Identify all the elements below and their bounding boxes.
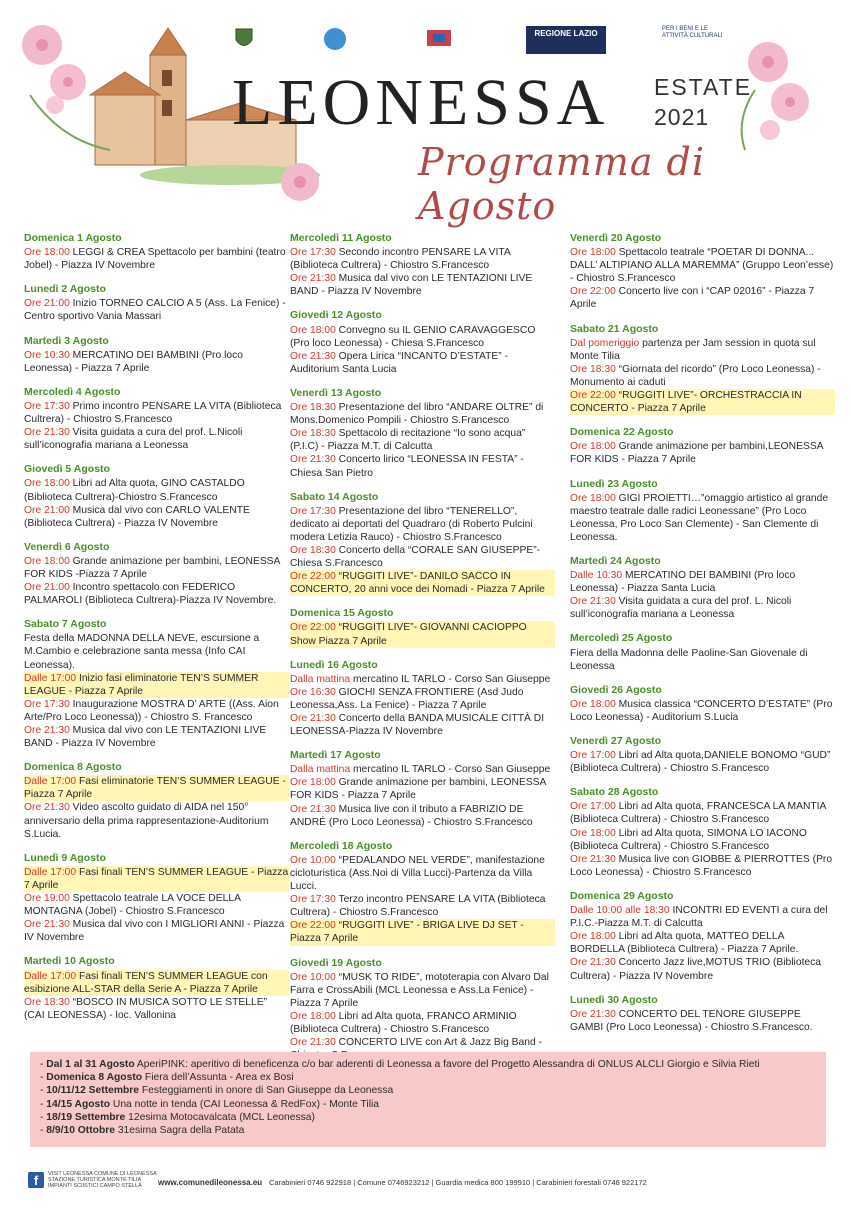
day-block [570,786,835,879]
event-item [570,363,835,389]
event-item [24,581,289,607]
event-item [24,801,289,840]
event-description: Visita guidata a cura del prof. L.Nicoli sull’iconografia mariana a Leonessa [24,427,243,452]
day-title: Mercoledì 4 Agosto [24,385,121,398]
day-block [290,491,555,597]
event-time: Dal pomeriggio [570,337,640,349]
flower-left-2 [50,64,86,100]
event-item [24,775,289,801]
event-description: Presentazione del libro “ANDARE OLTRE” di Mons.Domenico Pompili - Chiostro S.Francesco [290,402,544,427]
event-item [290,246,555,272]
extra-events-box [30,1052,826,1147]
event-description: Grande animazione per bambini,LEONESSA FOR KIDS - Piazza 7 Aprile [570,441,823,466]
event-description: Libri ad Alta quota,DANIELE BONOMO “GUD” (Biblioteca Cultrera) - Chiostro S.Francesco [570,750,831,775]
day-block [570,555,835,621]
event-time: Ore 21:30 [570,1008,616,1020]
day-block [290,232,555,298]
event-description: Musica live con GIOBBE & PIERROTTES (Pro Loco Leonessa) - Chiostro S.Francesco [570,853,833,878]
extra-event-description: 31esima Sagra della Patata [114,1125,245,1137]
event-description: Libri ad Alta quota, FRANCO ARMINIO (Biblioteca Cultrera) - Chiostro S.Francesco [290,1010,517,1035]
mibac-logo [662,26,732,52]
event-time: Ore 17:30 [24,698,70,710]
event-description: Libri ad Alta quota, MATTEO DELLA BORDELLA (Biblioteca Cultrera) - Piazza 7 Aprile. [570,931,799,956]
event-item [570,956,835,982]
event-time: Ore 17:00 [570,801,616,813]
year-label: 2021 [654,104,710,130]
event-time: Ore 18:30 [570,363,616,375]
event-time: Ore 19:00 [24,893,70,905]
extra-event-item [46,1098,826,1111]
day-title: Martedì 17 Agosto [290,749,381,762]
event-time: Ore 17:30 [290,505,336,517]
footer-website-link[interactable]: www.comunedileonessa.eu [158,1178,263,1187]
day-title: Venerdì 27 Agosto [570,735,662,747]
event-description: Fasi eliminatorie TEN’S SUMMER LEAGUE - Piazza 7 Aprile [24,776,286,801]
event-description: MERCATINO DEI BAMBINI (Pro loco Leonessa) - Piazza Santa Lucia [570,570,796,595]
schedule-column-2 [290,232,555,1073]
event-item [24,504,289,530]
flower-left-1 [22,25,62,65]
event-time: Ore 18:00 [570,247,616,259]
event-description: Primo incontro PENSARE LA VITA (Biblioteca Cultrera) - Chiostro S.Francesco [24,400,282,426]
day-title: Domenica 1 Agosto [24,232,122,244]
day-title: Mercoledì 11 Agosto [290,232,392,244]
event-item [570,827,835,853]
footer-contacts: Carabinieri 0746 922918 | Comune 0746923212 | Guardia medica 800 199910 | Carabinieri forestali 0746 922172 [269,1178,647,1187]
day-block [290,309,555,375]
event-description: “RUGGITI LIVE”- ORCHESTRACCIA IN CONCERTO - Piazza 7 Aprile [570,390,802,415]
extra-event-date: 14/15 Agosto [46,1098,111,1110]
event-time: Ore 18:00 [570,441,616,453]
event-description: Opera Lirica “INCANTO D’ESTATE” - Auditorium Santa Lucia [290,350,509,375]
event-time: Ore 17:30 [290,247,336,259]
event-description: Inizio fasi eliminatorie TEN’S SUMMER LEAGUE - Piazza 7 Aprile [24,672,259,697]
event-time: Ore 18:00 [24,478,70,490]
event-description: “MUSK TO RIDE”, mototerapia con Alvaro Dal Farra e CrossAbili (MCL Leonessa e Ass.La Fenice) - Piazza 7 Aprile [290,971,549,1009]
event-item [570,647,835,673]
day-block [290,659,555,739]
event-item [290,919,555,945]
event-item [24,724,289,750]
event-description: CONCERTO DEL TENORE GIUSEPPE GAMBI (Pro Loco Leonessa) - Chiostro S.Francesco. [570,1008,813,1033]
event-time: Ore 18:00 [24,555,70,567]
comune-crest-icon [232,26,256,52]
event-item [290,544,555,570]
day-title: Sabato 21 Agosto [570,322,659,335]
extra-event-description: AperiPINK: aperitivo di beneficenza c/o bar aderenti di Leonessa a favore del Progetto Alessandra di ONLUS ALCLI Giorgio e Silvia Rieti [134,1059,760,1070]
event-time: Ore 22:00 [570,390,616,402]
day-title: Giovedì 19 Agosto [290,956,382,969]
day-block [24,386,289,452]
event-time: Dalle 17:00 [24,672,77,684]
day-title: Lunedì 30 Agosto [570,993,658,1006]
event-item [24,349,289,375]
flower-center [281,163,319,201]
event-item [570,930,835,956]
day-block [24,618,289,750]
event-description: Spettacolo teatrale “POETAR DI DONNA... DALL’ ALTIPIANO ALLA MAREMMA” (Gruppo Leon’esse) - Chiostro S.Francesco [570,247,834,285]
event-time: Ore 18:00 [570,827,616,839]
day-title: Martedì 3 Agosto [24,334,109,347]
proloco-logo-icon [320,26,350,52]
event-description: GIGI PROIETTI…”omaggio artistico al grande maestro teatrale dalle radici Leonessane” (Pro Loco Leonessa, Pro Loco San Clemente) - San Clemente di Leonessa. [570,492,829,543]
event-description: Fiera della Madonna delle Paoline-San Giovenale di Leonessa [570,647,808,672]
event-item [24,400,289,426]
event-description: MERCATINO DEI BAMBINI (Pro loco Leonessa) - Piazza 7 Aprile [24,349,243,374]
event-time: Ore 21:30 [570,957,616,969]
logo-strip [230,26,730,56]
extra-event-description: 12esima Motocavalcata (MCL Leonessa) [125,1111,315,1123]
day-block [24,955,289,1021]
event-description: Musica classica “CONCERTO D’ESTATE” (Pro Loco Leonessa) - Auditorium S.Lucia [570,698,833,723]
event-time: Dalla mattina [290,764,351,776]
event-description: Incontro spettacolo con FEDERICO PALMAROLI (Biblioteca Cultrera)-Piazza IV Novembre. [24,582,277,607]
day-title: Lunedì 9 Agosto [24,851,106,864]
extra-event-date: Dal 1 al 31 Agosto [46,1059,135,1070]
event-description: Fasi finali TEN’S SUMMER LEAGUE - Piazza 7 Aprile [24,866,289,891]
event-item [570,569,835,595]
footer-small-text: VISIT LEONESSA COMUNE DI LEONESSA STAZIONE TURISTICA MONTE TILIA IMPIANTI SCIISTICI CAMPO STELLA [48,1171,157,1190]
event-description: GIOCHI SENZA FRONTIERE (Asd Judo Leonessa,Ass. La Fenice) - Piazza 7 Aprile [290,686,524,711]
event-description: Concerto della BANDA MUSICALE CITTÀ DI LEONESSA-Piazza IV Novembre [290,713,545,738]
schedule-column-3 [570,232,835,1045]
event-description: “RUGGITI LIVE”- GIOVANNI CACIOPPO Show Piazza 7 Aprile [290,622,527,647]
event-item [290,971,555,1010]
event-item [290,427,555,453]
extra-event-item [46,1071,826,1084]
event-item [24,632,289,671]
event-item [24,698,289,724]
event-time: Ore 18:00 [570,698,616,710]
event-item [24,866,289,892]
event-item [570,904,835,930]
event-item [570,389,835,415]
event-item [570,853,835,879]
extra-event-item [46,1124,826,1137]
event-time: Ore 21:00 [24,582,70,594]
event-description: Visita guidata a cura del prof. L. Nicoli sull’iconografia mariana a Leonessa [570,596,792,621]
extra-event-date: 8/9/10 Ottobre [46,1125,115,1137]
day-title: Sabato 28 Agosto [570,786,659,799]
event-time: Ore 17:30 [290,894,336,906]
event-time: Ore 21:30 [290,1037,336,1049]
event-time: Ore 21:30 [24,802,70,814]
event-description: Secondo incontro PENSARE LA VITA (Biblioteca Cultrera) - Chiostro S.Francesco [290,247,511,272]
event-item [24,426,289,452]
event-description: Grande animazione per bambini, LEONESSA FOR KIDS -Piazza 7 Aprile [24,555,280,580]
event-time: Ore 16:30 [290,686,336,698]
day-title: Domenica 8 Agosto [24,761,122,774]
event-description: Fasi finali TEN’S SUMMER LEAGUE con esibizione ALL-STAR della Serie A - Piazza 7 Aprile [24,970,268,995]
event-item [570,800,835,826]
event-item [24,996,289,1022]
event-time: Ore 21:30 [24,427,70,439]
event-item [24,918,289,944]
event-description: Spettacolo di recitazione “Io sono acqua” (P.I.C) - Piazza M.T. di Calcutta [290,428,526,453]
day-block [290,957,555,1063]
event-item [24,555,289,581]
day-block [24,541,289,607]
event-time: Ore 18:00 [290,777,336,789]
day-block [24,463,289,529]
extra-event-date: 10/11/12 Settembre [46,1085,140,1097]
event-description: Libri ad Alta quota, FRANCESCA LA MANTIA (Biblioteca Cultrera) - Chiostro S.Francesco [570,801,826,826]
day-block [290,749,555,829]
event-description: “RUGGITI LIVE” - BRIGA LIVE DJ SET - Piazza 7 Aprile [290,920,524,945]
event-time: Ore 21:30 [290,454,336,466]
event-item [290,350,555,376]
event-time: Ore 21:30 [570,853,616,865]
extra-event-date: 18/19 Settembre [46,1111,126,1123]
flower-right-2 [771,83,809,121]
event-description: Grande animazione per bambini, LEONESSA FOR KIDS - Piazza 7 Aprile [290,777,546,802]
event-time: Ore 22:00 [570,286,616,298]
event-item [290,893,555,919]
event-item [570,440,835,466]
event-description: partenza per Jam session in quota sul Monte Tilia [570,337,816,362]
event-description: CONCERTO LIVE con Art & Jazz Big Band - [338,1037,543,1049]
event-time: Ore 21:30 [570,596,616,608]
day-block [290,387,555,480]
day-title: Mercoledì 18 Agosto [290,839,393,852]
event-item [570,749,835,775]
extra-event-description: Fiera dell’Assunta - Area ex Bosi [142,1072,294,1084]
day-block [570,890,835,983]
event-time: Ore 22:00 [290,920,336,932]
event-description: Musica live con il tributo a FABRIZIO DE ANDRÉ (Pro Loco Leonessa) - Chiostro S.Francesco [290,803,533,828]
event-item [24,970,289,996]
event-time: Ore 18:30 [24,996,70,1008]
day-title: Lunedì 2 Agosto [24,283,106,296]
event-time: Ore 18:30 [290,544,336,556]
event-description: “Giornata del ricordo” (Pro Loco Leonessa) - Monumento ai caduti [570,363,821,388]
event-item [570,246,835,285]
event-item [290,505,555,544]
day-block [570,426,835,466]
day-block [570,232,835,312]
event-item [570,595,835,621]
day-title: Venerdì 13 Agosto [290,386,382,399]
day-title: Mercoledì 25 Agosto [570,632,673,645]
event-item [570,698,835,724]
extra-event-item [46,1084,826,1097]
event-time: Ore 21:30 [290,273,336,285]
event-description: Musica dal vivo con I MIGLIORI ANNI - Piazza IV Novembre [24,919,285,944]
estate-label: ESTATE [654,74,753,100]
day-block [570,632,835,672]
event-description: Concerto della “CORALE SAN GIUSEPPE”- Chiesa S.Francesco [290,544,541,570]
event-time: Ore 21:30 [290,350,336,362]
event-description: mercatino IL TARLO - Corso San Giuseppe [350,764,551,776]
day-block [570,735,835,775]
event-item [290,763,555,776]
event-item [570,337,835,363]
event-time: Ore 21:30 [290,713,336,724]
page-subtitle: Programma di Agosto [418,140,706,228]
regione-lazio-text: REGIONE LAZIO [534,29,598,38]
event-description: Concerto Jazz live,MOTUS TRIO (Biblioteca Cultrera) - Piazza IV Novembre [570,957,822,982]
event-item [24,892,289,918]
extra-events-list [30,1052,826,1137]
day-block [24,761,289,841]
event-time: Dalle 17:00 [24,970,77,982]
event-description: Musica dal vivo con LE TENTAZIONI LIVE BAND - Piazza IV Novembre [24,725,267,750]
schedule-column-1 [24,232,289,1033]
day-title: Venerdì 20 Agosto [570,232,662,244]
event-time: Dalle 17:00 [24,866,77,878]
event-item [290,324,555,350]
day-block [24,335,289,375]
event-description: Libri ad Alta quota, GINO CASTALDO (Biblioteca Cultrera)-Chiostro S.Francesco [24,478,245,503]
day-block [24,852,289,945]
event-item [290,803,555,829]
extra-event-description: Una notte in tenda (CAI Leonessa & RedFox) - Monte Tilia [110,1098,380,1110]
day-block [570,323,835,416]
day-title: Sabato 7 Agosto [24,618,107,631]
day-block [570,478,835,544]
flower-right-3 [760,120,780,140]
event-item [570,492,835,544]
event-time: Dalle 17:00 [24,776,77,788]
event-time: Ore 18:00 [570,931,616,943]
event-time: Ore 21:30 [290,803,336,815]
event-item [290,272,555,298]
event-time: Ore 18:30 [290,402,336,414]
event-description: LEGGI & CREA Spettacolo per bambini (teatro Jobel) - Piazza IV Novembre [24,247,286,272]
event-time: Ore 18:00 [290,324,336,336]
day-title: Domenica 29 Agosto [570,889,674,902]
event-description: Musica dal vivo con CARLO VALENTE (Biblioteca Cultrera) - Piazza IV Novembre [24,504,250,529]
day-title: Domenica 15 Agosto [290,607,394,620]
event-description: Festa della MADONNA DELLA NEVE, escursione a M.Cambio e celebrazione santa messa (Info CAI Leonessa). [24,633,260,671]
event-description: mercatino IL TARLO - Corso San Giuseppe [350,673,551,685]
event-time: Ore 10:00 [290,971,336,983]
header [0,0,850,228]
event-time: Ore 18:30 [290,428,336,440]
event-item [290,1010,555,1036]
day-block [24,232,289,272]
event-item [24,672,289,698]
regione-lazio-logo [526,26,606,54]
event-item [290,686,555,712]
event-item [24,477,289,503]
event-item [570,285,835,311]
event-time: Dalle 10:00 alle 18:30 [570,905,670,917]
event-time: Dalle 10:30 [570,570,623,582]
event-description: “BOSCO IN MUSICA SOTTO LE STELLE” (CAI LEONESSA) - loc. Vallonina [24,996,268,1021]
extra-event-date: Domenica 8 Agosto [46,1072,143,1084]
event-time: Dalla mattina [290,673,351,685]
event-item [290,854,555,893]
event-item [290,673,555,686]
event-time: Ore 22:00 [290,571,336,583]
event-time: Ore 17:30 [24,400,70,412]
extra-event-item [46,1111,826,1124]
event-time: Ore 10:30 [24,349,70,361]
footer [24,1168,824,1198]
event-description: Musica dal vivo con LE TENTAZIONI LIVE BAND - Piazza IV Novembre [290,273,533,298]
event-item [290,401,555,427]
page-title: LEONESSA [232,66,610,139]
event-time: Ore 18:00 [290,1010,336,1022]
day-title: Giovedì 12 Agosto [290,309,382,322]
event-description: Inaugurazione MOSTRA D’ ARTE ((Ass. Aion Arte/Pro Loco Leonessa)) - Chiostro S. Francesco [24,698,279,723]
event-item [570,1008,835,1034]
event-time: Ore 21:30 [24,725,70,736]
event-time: Ore 21:00 [24,504,70,516]
event-description: Libri ad Alta quota, SIMONA LO IACONO (Biblioteca Cultrera) - Chiostro S.Francesco [570,827,807,852]
event-item [24,297,289,323]
event-description: “RUGGITI LIVE”- DANILO SACCO IN CONCERTO, 20 anni voce dei Nomadi - Piazza 7 Aprile [290,571,545,596]
event-description: Convegno su IL GENIO CARAVAGGESCO (Pro loco Leonessa) - Chiesa S.Francesco [290,324,536,349]
event-item [290,621,555,647]
day-title: Lunedì 23 Agosto [570,477,658,490]
event-item [290,712,555,738]
event-description: Concerto live con i “CAP 02016” - Piazza 7 Aprile [570,286,815,311]
event-time: Ore 21:00 [24,298,70,310]
flower-left-3 [46,96,64,114]
day-title: Venerdì 6 Agosto [24,540,110,553]
event-item [24,246,289,272]
leonessa-logo-icon [422,26,456,52]
event-time: Ore 17:00 [570,750,616,762]
event-description: “PEDALANDO NEL VERDE”, manifestazione cicloturistica (Ass.Noi di Villa Lucci)-Partenza da Villa Lucci. [290,854,545,893]
event-time: Ore 22:00 [290,622,336,634]
day-title: Lunedì 16 Agosto [290,658,378,671]
day-title: Martedì 10 Agosto [24,955,115,968]
day-block [290,607,555,647]
event-item [290,453,555,479]
day-title: Giovedì 5 Agosto [24,463,110,476]
mibac-text: PER I BENI E LE ATTIVITÀ CULTURALI [662,26,723,39]
event-description: Presentazione del libro “TENERELLO”, dedicato ai deportati del Quadraro (di Roberto Pulcini modera Letizia Rauco) - Chiostro S.Francesco [290,505,533,543]
event-time: Ore 18:00 [24,247,70,259]
day-title: Martedì 24 Agosto [570,554,661,567]
event-description: Inizio TORNEO CALCIO A 5 (Ass. La Fenice) - Centro sportivo Vania Massari [24,298,286,323]
event-description: Concerto lirico “LEONESSA IN FESTA” - Chiesa San Pietro [290,454,524,479]
event-description: INCONTRI ED EVENTI a cura del P.I.C.-Piazza M.T. di Calcutta [570,905,828,930]
event-description: Video ascolto guidato di AIDA nel 150° anniversario della prima rappresentazione-Auditorium S.Lucia. [24,802,269,840]
event-item [290,570,555,596]
day-title: Sabato 14 Agosto [290,490,379,503]
extra-event-description: Festeggiamenti in onore di San Giuseppe da Leonessa [139,1085,394,1097]
day-title: Domenica 22 Agosto [570,426,674,439]
flower-right-1 [748,42,788,82]
day-block [290,840,555,946]
day-block [24,283,289,323]
event-description: Terzo incontro PENSARE LA VITA (Biblioteca Cultrera) - Chiostro S.Francesco [290,894,546,919]
event-time: Ore 21:30 [24,919,70,931]
day-block [570,994,835,1034]
day-title: Giovedì 26 Agosto [570,683,662,696]
extra-event-item [46,1058,826,1071]
day-block [570,684,835,724]
facebook-icon[interactable]: f [28,1172,44,1188]
event-item [290,776,555,802]
event-time: Ore 18:00 [570,492,616,504]
event-description: Spettacolo teatrale LA VOCE DELLA MONTAGNA (Jobel) - Chiostro S.Francesco [24,893,241,918]
event-time: Ore 10:00 [290,854,336,866]
